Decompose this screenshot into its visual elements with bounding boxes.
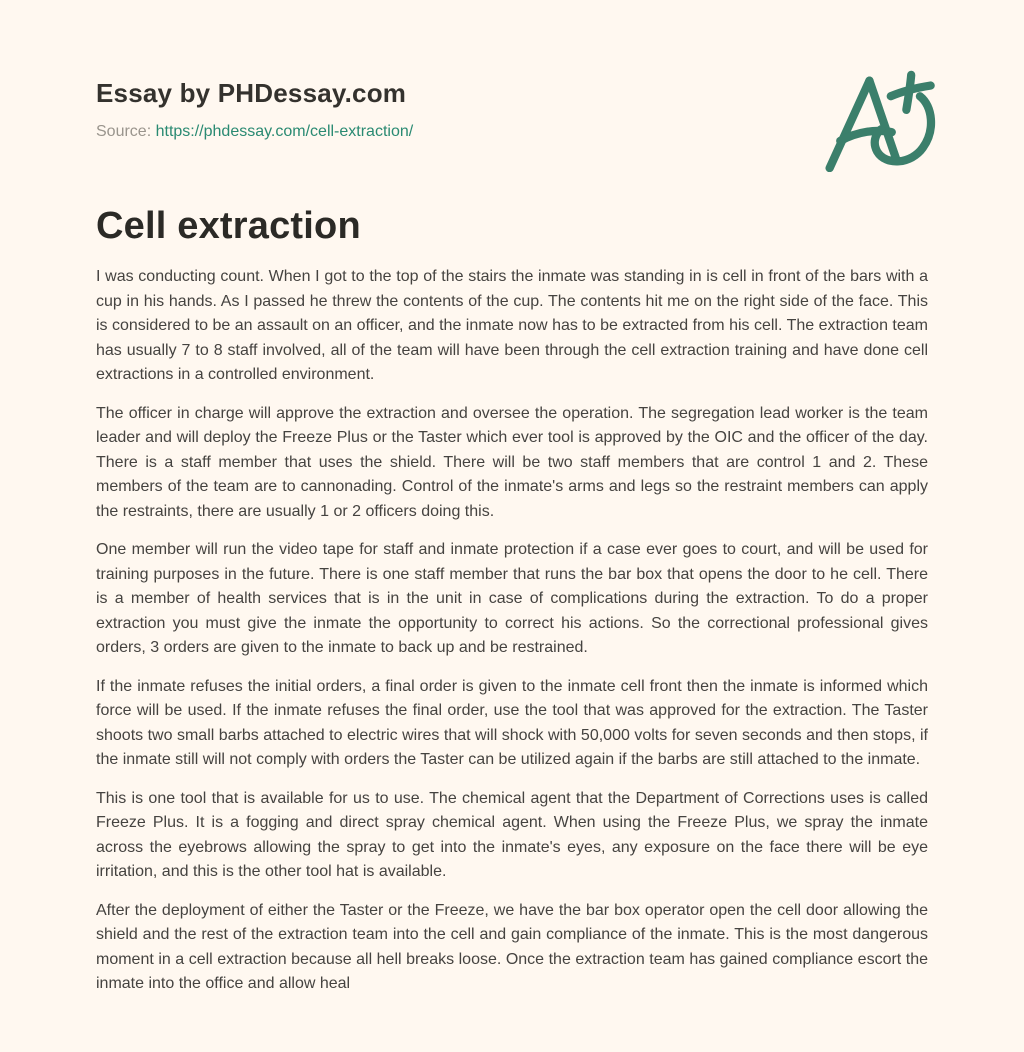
- essay-paragraph: This is one tool that is available for us to use. The chemical agent that the Department of Corrections uses is called Freeze Plus. It is a fogging and direct spray chemical agent. When using the Freeze Plus, we spray the inmate across the eyebrows allowing the spray to get into the inmate's eyes, any exposure on the face there will be eye irritation, and this is the other tool hat is available.: [96, 789, 928, 880]
- essay-paragraph: If the inmate refuses the initial orders, a final order is given to the inmate cell front then the inmate is informed which force will be used. If the inmate refuses the final order, use the tool that was approved for the extraction. The Taster shoots two small barbs attached to electric wires that will shock with 50,000 volts for seven seconds and then stops, if the inmate still will not comply with orders the Taster can be utilized again if the barbs are still attached to the inmate.: [96, 677, 928, 768]
- essay-paragraph: After the deployment of either the Taster or the Freeze, we have the bar box operator open the cell door allowing the shield and the rest of the extraction team into the cell and gain compliance of the inmate. This is the most dangerous moment in a cell extraction because all hell breaks loose. Once the extraction team has gained compliance escort the inmate into the office and allow heal: [96, 901, 928, 992]
- source-link[interactable]: https://phdessay.com/cell-extraction/: [155, 123, 414, 140]
- site-title: Essay by PHDessay.com: [96, 78, 407, 108]
- source-label: Source:: [96, 123, 152, 140]
- source-line: [96, 122, 928, 142]
- essay-body: [96, 265, 928, 997]
- essay-paragraph: The officer in charge will approve the extraction and oversee the operation. The segregation lead worker is the team leader and will deploy the Freeze Plus or the Taster which ever tool is approved by the OIC and the officer of the day. There is a staff member that uses the shield. There will be two staff members that are control 1 and 2. These members of the team are to cannonading. Control of the inmate's arms and legs so the restraint members can apply the restraints, there are usually 1 or 2 officers doing this.: [96, 404, 928, 520]
- page-header: [96, 78, 928, 142]
- a-plus-logo-icon: [824, 70, 944, 172]
- essay-paragraph: One member will run the video tape for staff and inmate protection if a case ever goes to court, and will be used for training purposes in the future. There is one staff member that runs the bar box that opens the door to he cell. There is a member of health services that is in the unit in case of complications during the extraction. To do a proper extraction you must give the inmate the opportunity to correct his actions. So the correctional professional gives orders, 3 orders are given to the inmate to back up and be restrained.: [96, 541, 928, 656]
- essay-title: Cell extraction: [96, 205, 361, 247]
- phdessay-logo: [824, 70, 944, 172]
- essay-paragraph: I was conducting count. When I got to the top of the stairs the inmate was standing in is cell in front of the bars with a cup in his hands. As I passed he threw the contents of the cup. The contents hit me on the right side of the face. This is considered to be an assault on an officer, and the inmate now has to be extracted from his cell. The extraction team has usually 7 to 8 staff involved, all of the team will have been through the cell extraction training and have done cell extractions in a controlled environment.: [96, 268, 928, 383]
